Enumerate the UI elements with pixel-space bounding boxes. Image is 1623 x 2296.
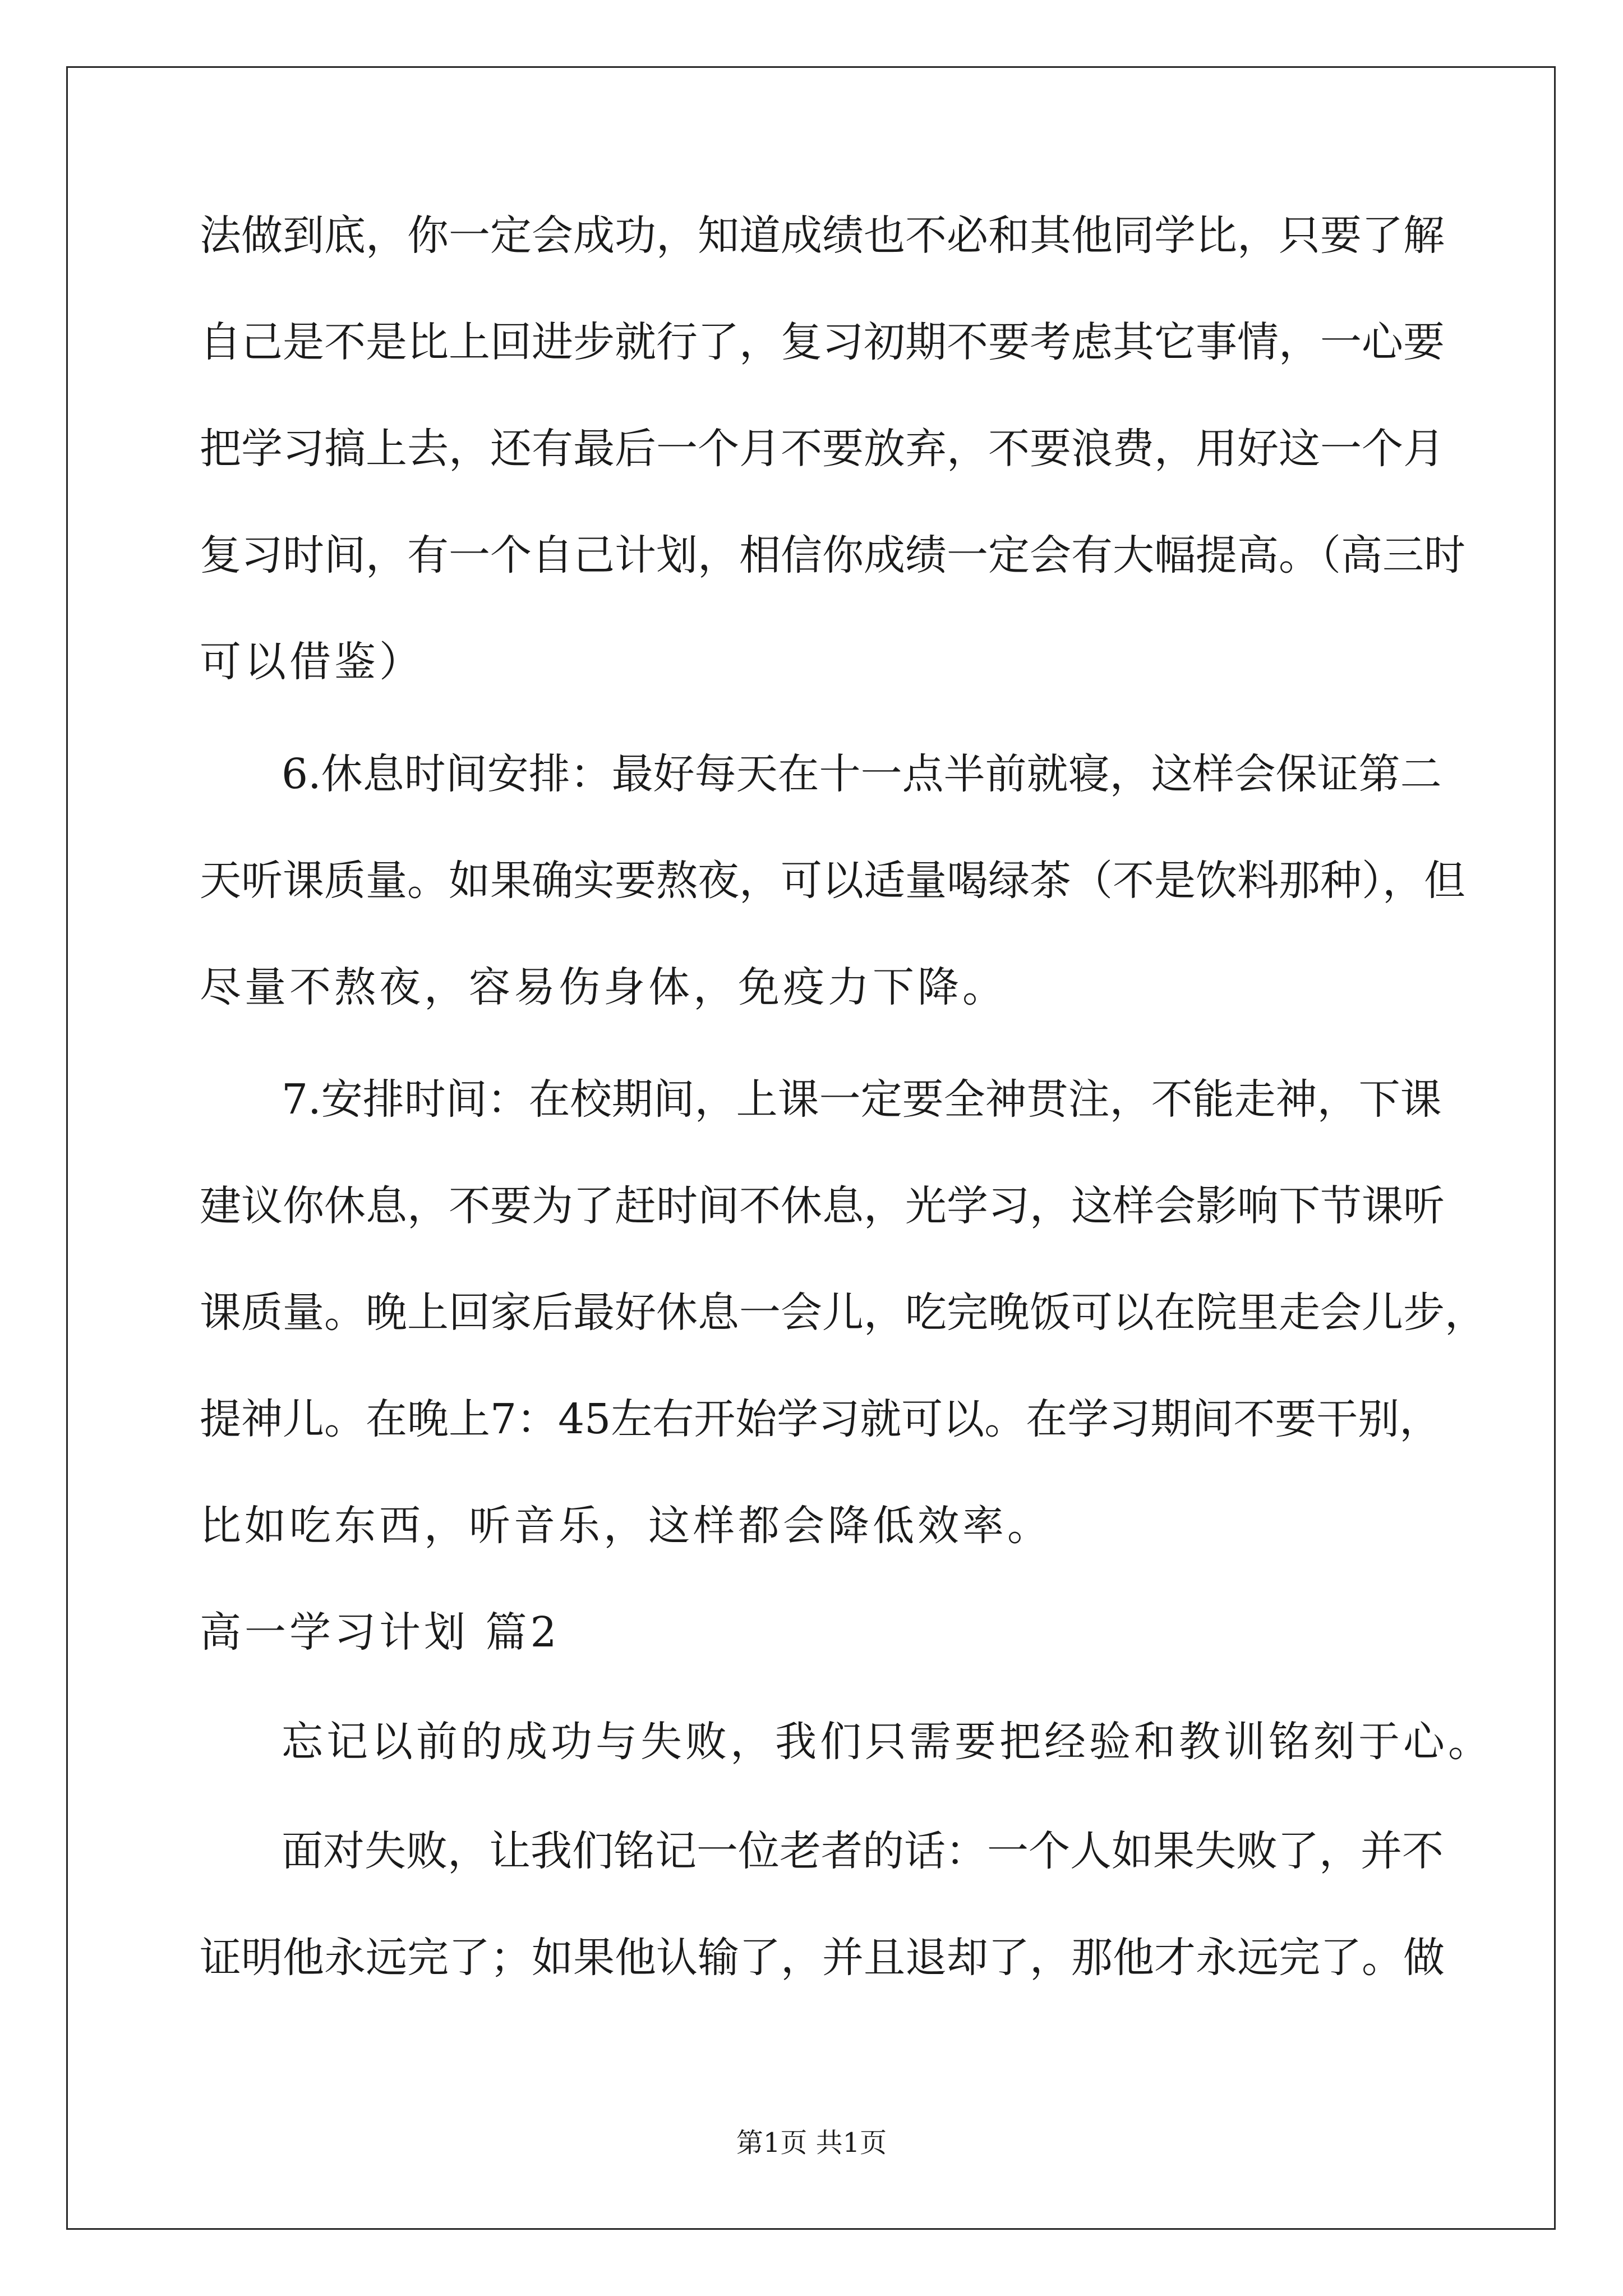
text-line: 证明他永远完了；如果他认输了，并且退却了，那他才永远完了。做 [200,1934,1445,1982]
text-line: 课质量。晚上回家后最好休息一会儿，吃完晚饭可以在院里走会儿步， [200,1289,1486,1337]
paragraph-start-line: 面对失败，让我们铭记一位老者的话：一个人如果失败了，并不 [282,1827,1444,1875]
page-footer: 第1页 共1页 [736,2127,887,2159]
text-line: 把学习搞上去，还有最后一个月不要放弃，不要浪费，用好这一个月 [200,425,1445,473]
section-heading: 高一学习计划 篇2 [200,1608,560,1657]
text-line: 法做到底，你一定会成功，知道成绩也不必和其他同学比，只要了解 [200,211,1445,260]
text-line: 天听课质量。如果确实要熬夜，可以适量喝绿茶（不是饮料那种），但 [200,857,1465,905]
paragraph-start-line: 忘记以前的成功与失败，我们只需要把经验和教训铭刻于心。 [282,1718,1493,1766]
text-line: 提神儿。在晚上7：45左右开始学习就可以。在学习期间不要干别， [200,1395,1441,1443]
paragraph-start-line: 6.休息时间安排：最好每天在十一点半前就寝，这样会保证第二 [282,750,1442,798]
text-line: 复习时间，有一个自己计划，相信你成绩一定会有大幅提高。（高三时 [200,531,1465,579]
page-border [66,66,1556,2230]
paragraph-start-line: 7.安排时间：在校期间，上课一定要全神贯注，不能走神，下课 [282,1075,1442,1124]
text-line: 尽量不熬夜，容易伤身体，免疫力下降。 [200,963,1007,1011]
text-line: 比如吃东西，听音乐，这样都会降低效率。 [200,1502,1052,1550]
text-line: 可以借鉴） [200,638,424,686]
text-line: 自己是不是比上回进步就行了，复习初期不要考虑其它事情，一心要 [200,318,1445,366]
text-line: 建议你休息，不要为了赶时间不休息，光学习，这样会影响下节课听 [200,1182,1445,1230]
